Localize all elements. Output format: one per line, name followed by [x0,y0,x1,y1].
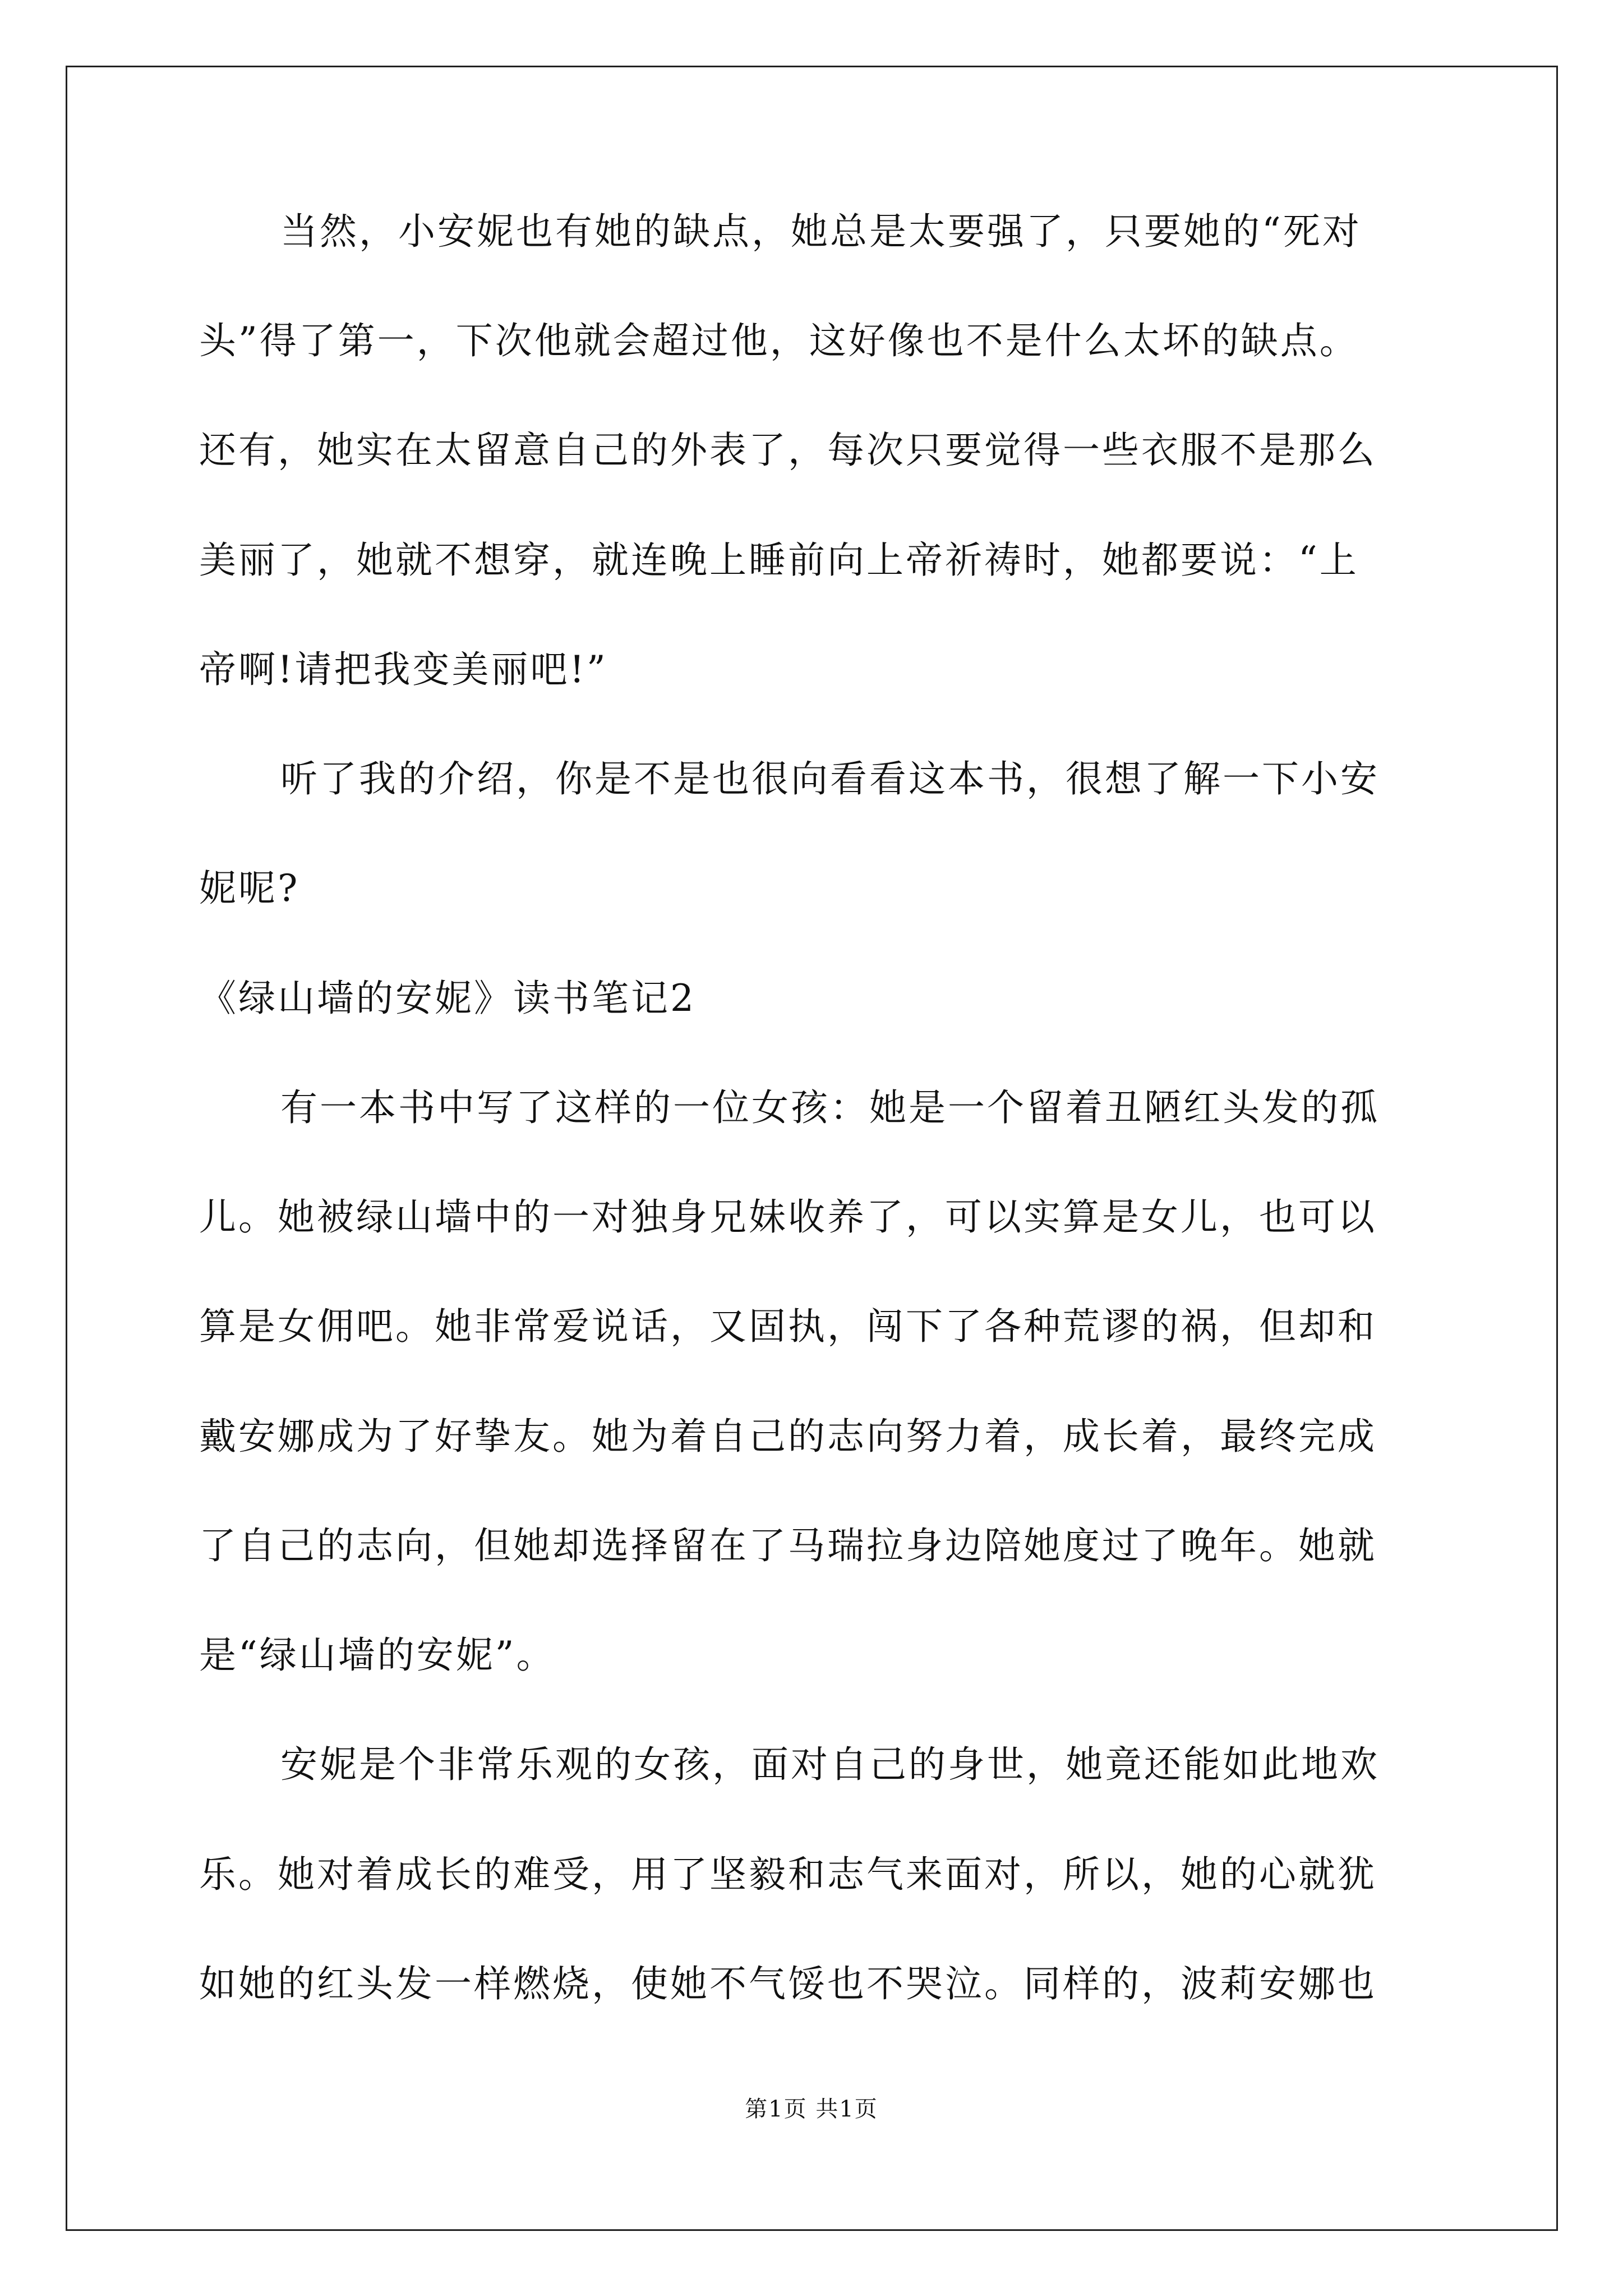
page-border [66,66,1558,2231]
paragraph-3-line-5: 了自己的志向，但她却选择留在了马瑞拉身边陪她度过了晚年。她就 [199,1524,1377,1567]
paragraph-3-line-4: 戴安娜成为了好挚友。她为着自己的志向努力着，成长着，最终完成 [199,1415,1377,1458]
page-number-footer: 第1页 共1页 [745,2096,878,2122]
paragraph-3-line-1: 有一本书中写了这样的一位女孩：她是一个留着丑陋红头发的孤 [280,1086,1380,1129]
paragraph-1-line-3: 还有，她实在太留意自己的外表了，每次只要觉得一些衣服不是那么 [199,429,1377,472]
paragraph-1-line-1: 当然，小安妮也有她的缺点，她总是太要强了，只要她的“死对 [280,210,1362,253]
paragraph-1-line-2: 头”得了第一，下次他就会超过他，这好像也不是什么太坏的缺点。 [199,319,1359,362]
paragraph-1-line-4: 美丽了，她就不想穿，就连晚上睡前向上帝祈祷时，她都要说：“上 [199,539,1359,582]
paragraph-4-line-1: 安妮是个非常乐观的女孩，面对自己的身世，她竟还能如此地欢 [280,1743,1380,1786]
paragraph-4-line-2: 乐。她对着成长的难受，用了坚毅和志气来面对，所以，她的心就犹 [199,1853,1377,1896]
paragraph-2-line-2: 妮呢? [199,867,300,910]
paragraph-3-line-2: 儿。她被绿山墙中的一对独身兄妹收养了，可以实算是女儿，也可以 [199,1195,1377,1239]
paragraph-3-line-6: 是“绿山墙的安妮”。 [199,1634,556,1677]
paragraph-2-line-1: 听了我的介绍，你是不是也很向看看这本书，很想了解一下小安 [280,757,1380,800]
paragraph-3-line-3: 算是女佣吧。她非常爱说话，又固执，闯下了各种荒谬的祸，但却和 [199,1305,1377,1348]
paragraph-4-line-3: 如她的红头发一样燃烧，使她不气馁也不哭泣。同样的，波莉安娜也 [199,1962,1377,2005]
paragraph-1-line-5: 帝啊!请把我变美丽吧!” [199,648,608,691]
section-heading: 《绿山墙的安妮》读书笔记2 [199,977,696,1020]
